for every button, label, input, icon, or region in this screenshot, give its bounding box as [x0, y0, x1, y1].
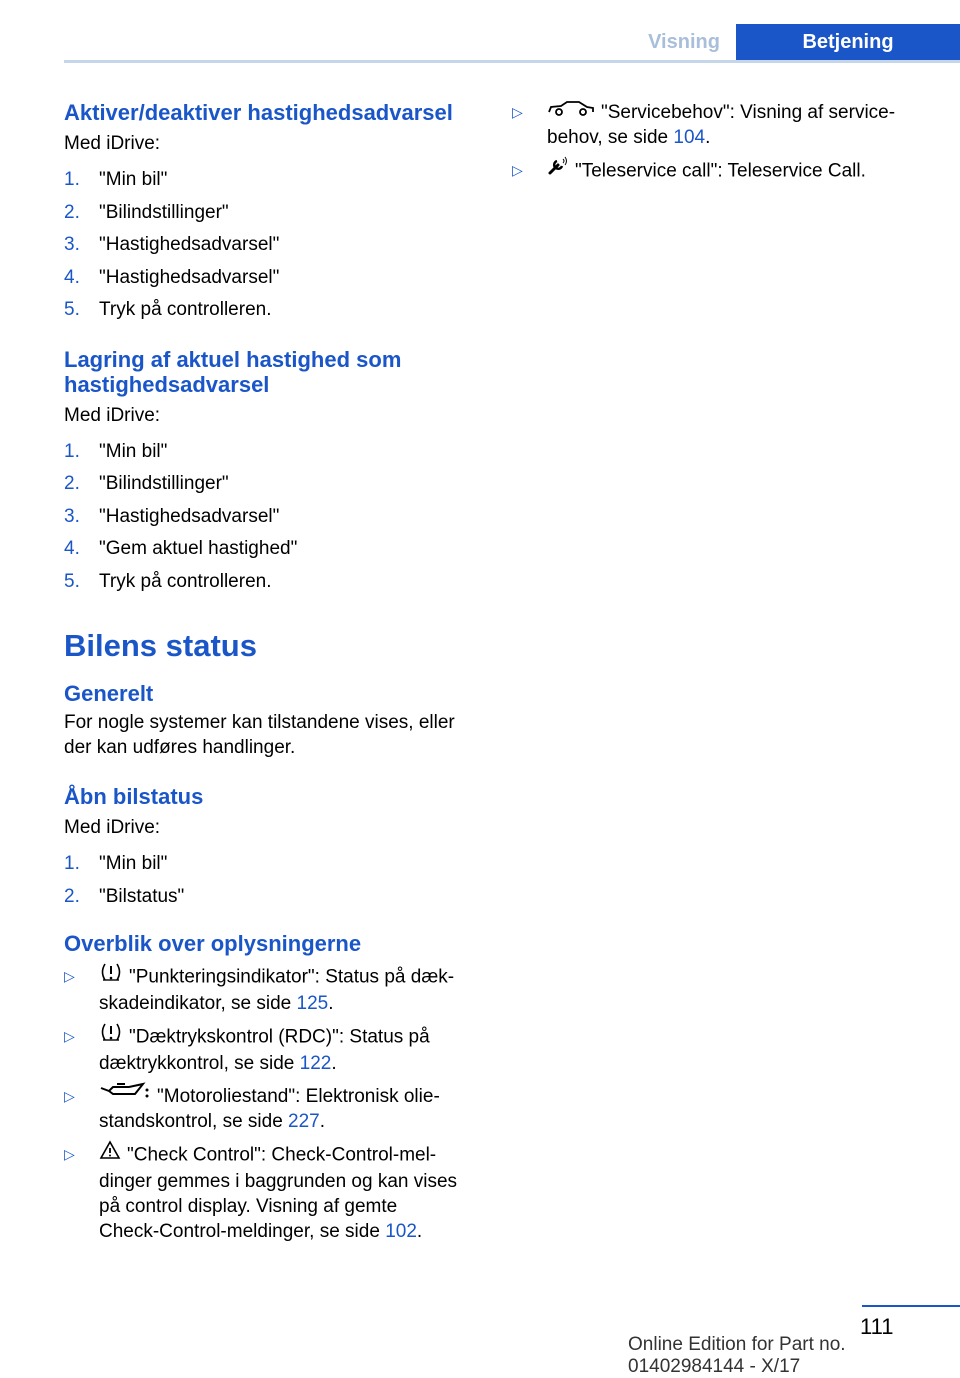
steps-list-3 — [64, 848, 476, 913]
warning-triangle-icon — [99, 1140, 121, 1167]
bullet-triangle-icon: ▷ — [64, 1028, 75, 1044]
left-column — [64, 100, 476, 1244]
page-link[interactable]: 122 — [299, 1053, 332, 1074]
list-item: ▷ "Dæktrykskontrol (RDC)": Status på dæktrykkontrol, se side 122. — [64, 1024, 476, 1076]
section-title-open-status: Åbn bilstatus — [64, 784, 204, 809]
header-divider — [64, 60, 960, 63]
chapter-title: Bilens status — [64, 628, 257, 663]
bullet-triangle-icon: ▷ — [512, 162, 523, 179]
list-item: 3. "Hastighedsadvarsel" — [64, 234, 280, 255]
list-item: 3. "Hastighedsadvarsel" — [64, 505, 280, 527]
page-link[interactable]: 125 — [296, 993, 329, 1014]
section-title-general: Generelt — [64, 681, 154, 706]
bullet-triangle-icon: ▷ — [64, 1146, 75, 1163]
footer-divider — [862, 1305, 960, 1307]
right-column — [512, 100, 924, 185]
steps-list-2 — [64, 436, 476, 599]
page-link[interactable]: 104 — [673, 127, 706, 149]
section-title-speed-warning: Aktiver/deaktiver hastighedsadvarsel — [64, 100, 453, 125]
list-item: 2. "Bilindstillinger" — [64, 201, 229, 223]
section-title-overview: Overblik over oplysningerne — [64, 931, 362, 956]
page-link[interactable]: 227 — [288, 1111, 320, 1133]
edition-note: Online Edition for Part no. 01402984144 - X/17 — [628, 1334, 846, 1377]
list-item: 4. "Hastighedsadvarsel" — [64, 266, 280, 288]
section-title-save-speed: Lagring af aktuel hastighed som hastighedsadvarsel — [64, 346, 402, 397]
page-number: 111 — [860, 1314, 894, 1339]
intro-text: Med iDrive: — [64, 404, 161, 426]
car-service-icon — [547, 98, 595, 123]
overview-list — [64, 964, 476, 1244]
intro-text: Med iDrive: — [64, 817, 161, 838]
list-item: 5. Tryk på controlleren. — [64, 299, 272, 320]
list-item: 4. "Gem aktuel hastighed" — [64, 538, 298, 559]
tab-betjening[interactable]: Betjening — [736, 24, 960, 60]
bullet-triangle-icon: ▷ — [64, 968, 75, 984]
list-item: ▷ "Teleservice call": Teleservice Call. — [512, 158, 924, 185]
list-item: 5. Tryk på controlleren. — [64, 570, 272, 592]
list-item: 1. "Min bil" — [64, 440, 168, 462]
tab-visning[interactable]: Visning — [648, 31, 720, 53]
list-item: ▷ "Motoroliestand": Elektronisk olie- standskontrol, se side 227. — [64, 1084, 476, 1134]
list-item: 2. "Bilstatus" — [64, 885, 185, 907]
list-item: ▷ "Servicebehov": Visning af service- behov, se side 104. — [512, 100, 924, 150]
page-link[interactable]: 102 — [385, 1221, 417, 1243]
list-item: ▷ "Check Control": Check-Control-mel- dinger gemmes i baggrunden og kan vises på control display. Visning af gemte Check-Control-meldinger, se side 102. — [64, 1142, 476, 1244]
intro-text: Med iDrive: — [64, 133, 161, 154]
wrench-call-icon — [547, 156, 569, 183]
oil-can-icon — [99, 1082, 151, 1107]
tire-warning-icon — [99, 962, 123, 989]
general-text: For nogle systemer kan tilstandene vises, eller der kan udføres handlinger. — [64, 712, 455, 758]
overview-list-continued — [512, 100, 924, 185]
bullet-triangle-icon: ▷ — [512, 104, 523, 120]
steps-list-1 — [64, 164, 476, 327]
bullet-triangle-icon: ▷ — [64, 1088, 75, 1104]
list-item: 1. "Min bil" — [64, 853, 168, 874]
list-item: 1. "Min bil" — [64, 169, 168, 190]
list-item: ▷ "Punkteringsindikator": Status på dæk- skadeindikator, se side 125. — [64, 964, 476, 1016]
tire-pressure-icon — [99, 1022, 123, 1049]
list-item: 2. "Bilindstillinger" — [64, 473, 229, 494]
